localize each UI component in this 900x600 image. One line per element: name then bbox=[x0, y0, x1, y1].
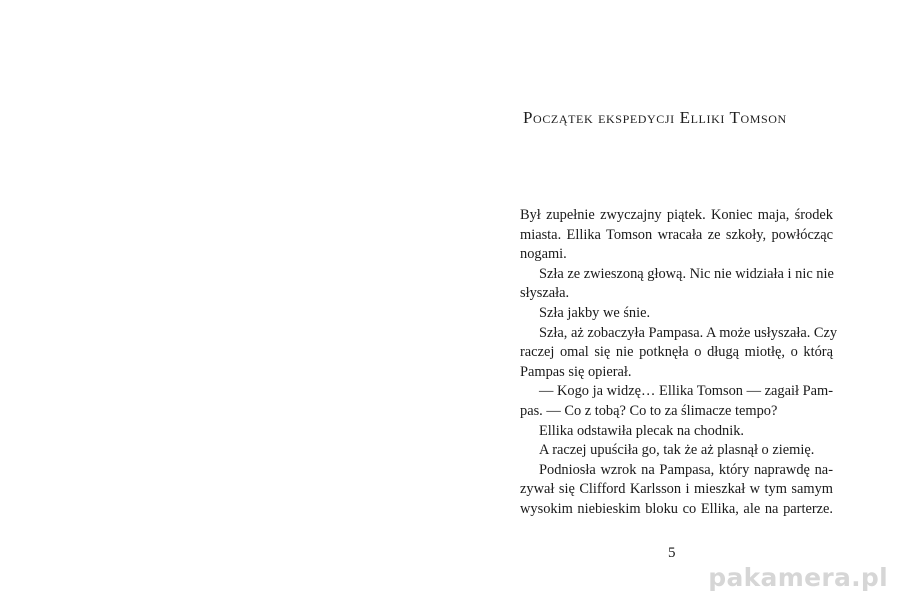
text-line: Ellika odstawiła plecak na chodnik. bbox=[539, 422, 745, 439]
text-line: Podniosła wzrok na Pampasa, który naprawdę na- bbox=[539, 461, 833, 478]
text-line: zywał się Clifford Karlsson i mieszkał w tym samym bbox=[520, 481, 833, 498]
text-line: wysokim niebieskim bloku co Ellika, ale na parterze. bbox=[520, 500, 833, 517]
text-line: Pampas się opierał. bbox=[520, 363, 632, 380]
text-line: A raczej upuściła go, tak że aż plasnął o ziemię. bbox=[539, 442, 815, 459]
text-line: raczej omal się nie potknęła o długą miotłę, o którą bbox=[520, 344, 833, 361]
text-line: Szła, aż zobaczyła Pampasa. A może usłyszała. Czy bbox=[539, 324, 838, 341]
text-line: Szła ze zwieszoną głową. Nic nie widziała i nic nie bbox=[539, 265, 834, 282]
watermark-logo: pakamera.pl bbox=[708, 563, 888, 592]
text-line: — Kogo ja widzę… Ellika Tomson — zagaił Pam- bbox=[539, 383, 833, 400]
page-number: 5 bbox=[668, 545, 676, 561]
text-line: słyszała. bbox=[520, 285, 570, 302]
text-line: Był zupełnie zwyczajny piątek. Koniec maja, środek bbox=[520, 207, 833, 223]
text-line: miasta. Ellika Tomson wracała ze szkoły, powłócząc bbox=[520, 226, 833, 243]
body-text bbox=[520, 206, 838, 520]
text-line: nogami. bbox=[520, 246, 567, 263]
text-line: pas. — Co z tobą? Co to za ślimacze tempo? bbox=[520, 402, 778, 419]
text-line: Szła jakby we śnie. bbox=[539, 304, 651, 321]
chapter-title: Początek ekspedycji Elliki Tomson bbox=[523, 108, 787, 127]
